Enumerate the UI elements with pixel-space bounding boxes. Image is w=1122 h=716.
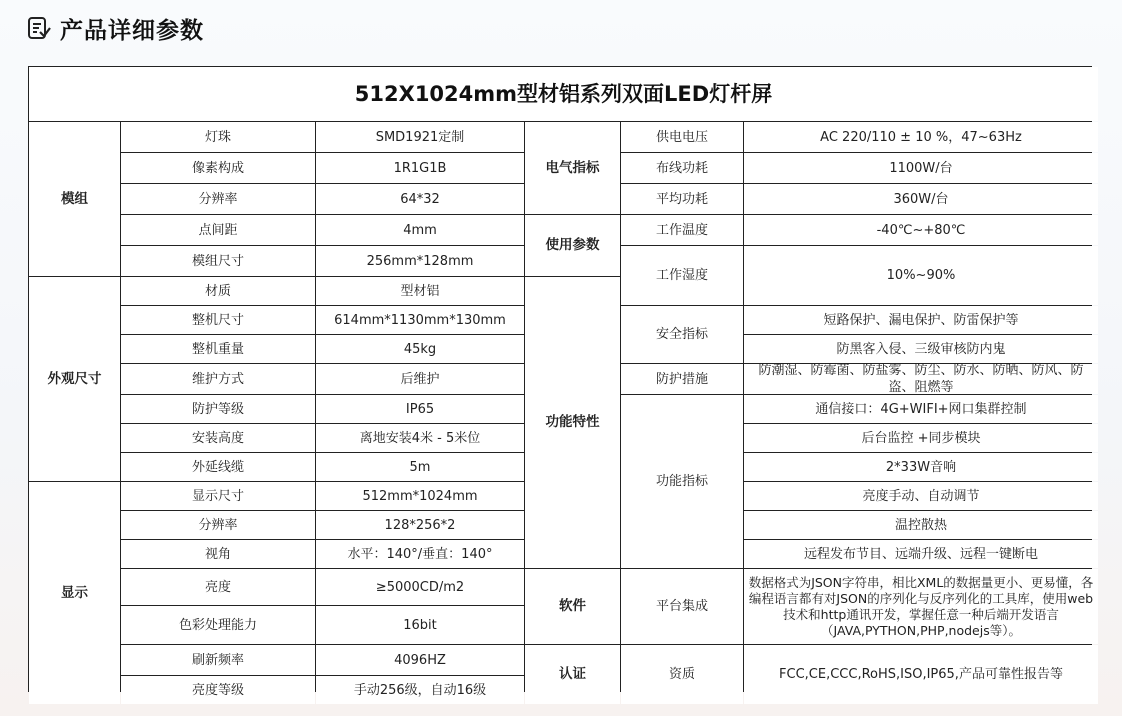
- value-protection: 防潮湿、防霉菌、防盐雾、防尘、防水、防晒、防风、防盗、阻燃等: [744, 364, 1098, 394]
- value-safety-2: 防黑客入侵、三级审核防内鬼: [744, 335, 1098, 363]
- row-value: 256mm*128mm: [316, 246, 524, 276]
- group-certification: 认证: [525, 645, 620, 704]
- row-label: 外延线缆: [121, 453, 315, 481]
- sub-protection: 防护措施: [621, 364, 743, 394]
- row-value: IP65: [316, 395, 524, 423]
- row-label: 分辨率: [121, 511, 315, 539]
- row-label: 整机重量: [121, 335, 315, 363]
- row-label: 点间距: [121, 215, 315, 245]
- spec-table: [28, 66, 1094, 698]
- row-label: 刷新频率: [121, 645, 315, 675]
- value-function-2: 后台监控 +同步模块: [744, 424, 1098, 452]
- row-value: SMD1921定制: [316, 122, 524, 152]
- value-safety-1: 短路保护、漏电保护、防雷保护等: [744, 306, 1098, 334]
- row-value: 离地安装4米 - 5米位: [316, 424, 524, 452]
- group-module: 模组: [29, 122, 120, 276]
- row-value: 128*256*2: [316, 511, 524, 539]
- row-value: 16bit: [316, 606, 524, 644]
- row-value: 1R1G1B: [316, 153, 524, 183]
- sub-work-humidity: 工作湿度: [621, 246, 743, 305]
- row-value: 5m: [316, 453, 524, 481]
- value-function-5: 温控散热: [744, 511, 1098, 539]
- row-value: 64*32: [316, 184, 524, 214]
- table-title: 512X1024mm型材铝系列双面LED灯杆屏: [29, 67, 1098, 121]
- page-title: 产品详细参数: [60, 17, 204, 44]
- sub-function: 功能指标: [621, 395, 743, 568]
- row-label: 材质: [121, 277, 315, 305]
- group-usage: 使用参数: [525, 215, 620, 276]
- row-value: 型材铝: [316, 277, 524, 305]
- sub-qualification: 资质: [621, 645, 743, 704]
- row-value: 后维护: [316, 364, 524, 394]
- row-label: 亮度: [121, 569, 315, 605]
- row-label: 像素构成: [121, 153, 315, 183]
- sub-platform: 平台集成: [621, 569, 743, 644]
- value-avg-power: 360W/台: [744, 184, 1098, 214]
- value-work-humidity: 10%~90%: [744, 246, 1098, 305]
- row-value: 512mm*1024mm: [316, 482, 524, 510]
- page-header: [24, 10, 204, 46]
- row-value: ≥5000CD/m2: [316, 569, 524, 605]
- row-label: 亮度等级: [121, 676, 315, 704]
- row-label: 整机尺寸: [121, 306, 315, 334]
- value-function-4: 亮度手动、自动调节: [744, 482, 1098, 510]
- value-function-1: 通信接口：4G+WIFI+网口集群控制: [744, 395, 1098, 423]
- row-value: 614mm*1130mm*130mm: [316, 306, 524, 334]
- row-label: 安装高度: [121, 424, 315, 452]
- value-wiring-power: 1100W/台: [744, 153, 1098, 183]
- group-features: 功能特性: [525, 277, 620, 568]
- value-function-3: 2*33W音响: [744, 453, 1098, 481]
- row-label: 色彩处理能力: [121, 606, 315, 644]
- sub-work-temp: 工作温度: [621, 215, 743, 245]
- value-platform: 数据格式为JSON字符串，相比XML的数据量更小、更易懂，各编程语言都有对JSON的序列化与反序列化的工具库，使用web技术和http通讯开发，掌握任意一种后端开发语言（JAVA,PYTHON,PHP,nodejs等）。: [744, 569, 1098, 644]
- value-power-voltage: AC 220/110 ± 10 %，47~63Hz: [744, 122, 1098, 152]
- group-display: 显示: [29, 482, 120, 704]
- row-value: 水平：140°/垂直：140°: [316, 540, 524, 568]
- row-label: 维护方式: [121, 364, 315, 394]
- row-value: 4mm: [316, 215, 524, 245]
- group-appearance: 外观尺寸: [29, 277, 120, 481]
- row-label: 防护等级: [121, 395, 315, 423]
- checklist-icon: [24, 14, 52, 42]
- row-label: 显示尺寸: [121, 482, 315, 510]
- sub-avg-power: 平均功耗: [621, 184, 743, 214]
- row-label: 分辨率: [121, 184, 315, 214]
- group-software: 软件: [525, 569, 620, 644]
- row-value: 手动256级，自动16级: [316, 676, 524, 704]
- row-label: 灯珠: [121, 122, 315, 152]
- row-value: 45kg: [316, 335, 524, 363]
- sub-power-voltage: 供电电压: [621, 122, 743, 152]
- row-label: 视角: [121, 540, 315, 568]
- row-value: 4096HZ: [316, 645, 524, 675]
- row-label: 模组尺寸: [121, 246, 315, 276]
- group-electrical: 电气指标: [525, 122, 620, 214]
- value-function-6: 远程发布节目、远端升级、远程一键断电: [744, 540, 1098, 568]
- sub-wiring-power: 布线功耗: [621, 153, 743, 183]
- sub-safety: 安全指标: [621, 306, 743, 363]
- value-qualification: FCC,CE,CCC,RoHS,ISO,IP65,产品可靠性报告等: [744, 645, 1098, 704]
- value-work-temp: -40℃~+80℃: [744, 215, 1098, 245]
